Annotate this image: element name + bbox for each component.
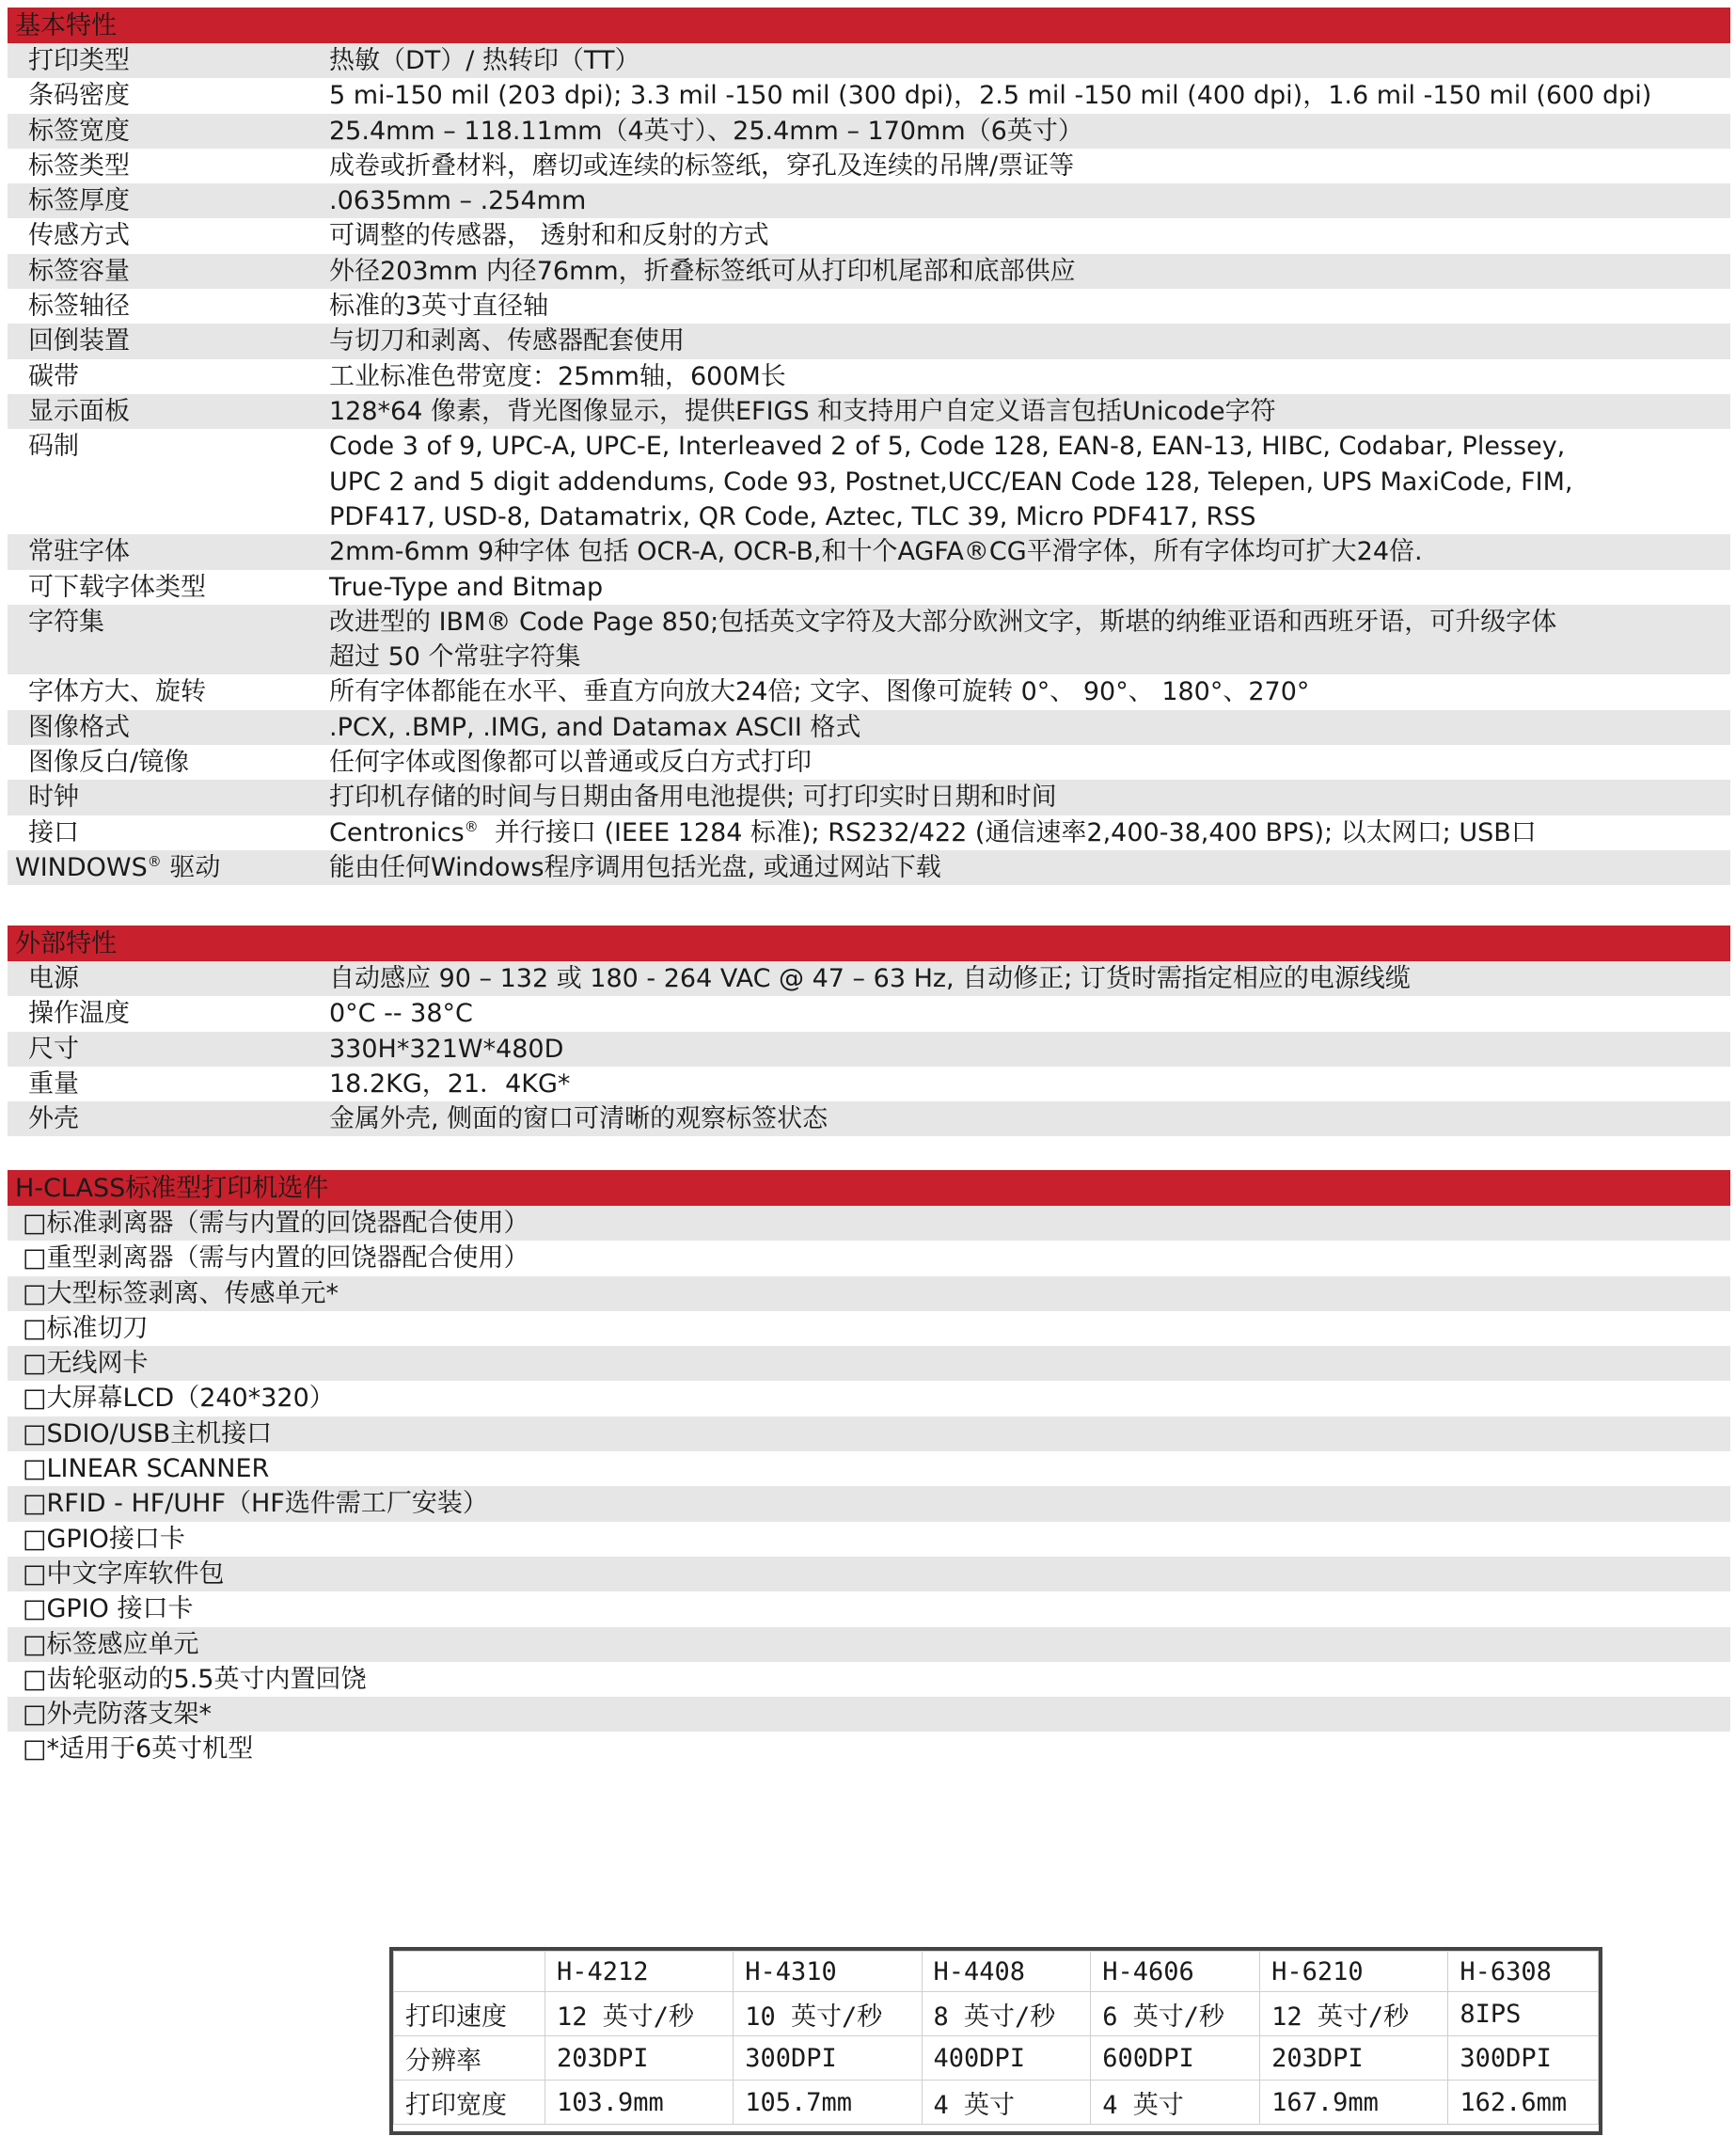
option-item: [8, 1591, 1730, 1626]
spec-row-label-capacity: [8, 254, 1730, 289]
option-item: [8, 1522, 1730, 1557]
table-cell: 203DPI: [1260, 2036, 1448, 2081]
option-item: [8, 1206, 1730, 1241]
spec-value-line: PDF417, USD-8, Datamatrix, QR Code, Aztec, TLC 39, Micro PDF417, RSS: [329, 501, 1256, 531]
option-label: □标签感应单元: [23, 1629, 199, 1659]
spec-value: 成卷或折叠材料，磨切或连续的标签纸，穿孔及连续的吊牌/票证等: [329, 150, 1075, 181]
model-name: H-6308: [1448, 1952, 1599, 1992]
spec-value: [329, 429, 1572, 534]
table-corner-cell: [394, 1952, 545, 1992]
spec-value: 金属外壳, 侧面的窗口可清晰的观察标签状态: [329, 1104, 829, 1134]
table-cell: 4 英寸: [922, 2081, 1091, 2125]
spec-value: 能由任何Windows程序调用包括光盘, 或通过网站下载: [329, 852, 941, 882]
spec-key: 可下载字体类型: [28, 572, 206, 602]
spec-key: 回倒装置: [28, 326, 130, 356]
spec-key: 码制: [28, 432, 79, 462]
spec-row-downloadable-fonts: [8, 570, 1730, 605]
table-cell: 203DPI: [545, 2036, 734, 2081]
table-cell: 10 英寸/秒: [734, 1992, 922, 2036]
spec-row-clock: [8, 780, 1730, 815]
spec-key: 打印类型: [28, 46, 130, 75]
basic-spec-header: 基本特性: [8, 8, 1730, 43]
spec-key-text: WINDOWS: [15, 852, 148, 882]
spec-row-graphics-format: [8, 710, 1730, 745]
option-label: □外壳防落支架*: [23, 1700, 213, 1730]
spec-row-temperature: [8, 996, 1730, 1031]
spec-value: 所有字体都能在水平、垂直方向放大24倍; 文字、图像可旋转 0°、 90°、 180°、270°: [329, 677, 1310, 707]
row-label: 分辨率: [394, 2036, 545, 2081]
spec-row-label-core: [8, 289, 1730, 324]
spec-row-reverse-mirror: [8, 745, 1730, 780]
spec-row-dimensions: [8, 1032, 1730, 1067]
spec-key: 传感方式: [28, 221, 130, 251]
table-cell: 103.9mm: [545, 2081, 734, 2125]
option-item: [8, 1627, 1730, 1662]
spec-row-barcode-density: [8, 78, 1730, 113]
spec-row-label-type: [8, 149, 1730, 183]
option-label: □标准切刀: [23, 1313, 149, 1343]
option-label: □LINEAR SCANNER: [23, 1454, 270, 1484]
spec-key: 显示面板: [28, 396, 130, 426]
option-label: □GPIO接口卡: [23, 1524, 185, 1554]
row-label: 打印速度: [394, 1992, 545, 2036]
spec-key: 字符集: [28, 607, 104, 637]
table-cell: 300DPI: [1448, 2036, 1599, 2081]
spec-key: 碳带: [28, 361, 79, 391]
spec-value-line: 改进型的 IBM® Code Page 850;包括英文字符及大部分欧洲文字，斯堪的纳维亚语和西班牙语，可升级字体: [329, 607, 1557, 637]
spec-value: .PCX, .BMP, .IMG, and Datamax ASCII 格式: [329, 712, 861, 742]
table-cell: 8IPS: [1448, 1992, 1599, 2036]
spec-value: 自动感应 90 – 132 或 180 - 264 VAC @ 47 – 63 Hz, 自动修正; 订货时需指定相应的电源线缆: [329, 964, 1411, 993]
spec-value: [329, 815, 1537, 850]
external-spec-rows: [8, 961, 1730, 1136]
spec-value-line: UPC 2 and 5 digit addendums, Code 93, Postnet,UCC/EAN Code 128, Telepen, UPS MaxiCode, FIM,: [329, 467, 1573, 497]
table-row-print-speed: [394, 1992, 1599, 2036]
option-item: [8, 1416, 1730, 1451]
option-item: [8, 1486, 1730, 1521]
spec-row-power: [8, 961, 1730, 996]
spec-row-symbologies: [8, 429, 1730, 534]
table-cell: 600DPI: [1091, 2036, 1260, 2081]
spec-row-interface: [8, 815, 1730, 850]
spec-key: 尺寸: [28, 1034, 79, 1064]
spec-row-windows-driver: [8, 850, 1730, 885]
spec-key: 电源: [28, 964, 79, 993]
spec-row-label-width: [8, 114, 1730, 149]
option-label: □无线网卡: [23, 1349, 149, 1379]
table-cell: 400DPI: [922, 2036, 1091, 2081]
spec-row-rewinder: [8, 324, 1730, 358]
spec-value-text: Centronics: [329, 817, 465, 847]
spec-value: 热敏（DT）/ 热转印（TT）: [329, 46, 640, 75]
spec-value: 任何字体或图像都可以普通或反白方式打印: [329, 748, 812, 778]
spec-value: 0°C -- 38°C: [329, 999, 473, 1029]
option-item: [8, 1697, 1730, 1732]
spec-value: 18.2KG，21．4KG*: [329, 1068, 571, 1099]
spec-row-resident-fonts: [8, 534, 1730, 569]
spec-row-housing: [8, 1101, 1730, 1136]
model-name: H-4408: [922, 1952, 1091, 1992]
model-name: H-4310: [734, 1952, 922, 1992]
option-label: □SDIO/USB主机接口: [23, 1418, 273, 1448]
spec-row-weight: [8, 1067, 1730, 1101]
option-item: [8, 1732, 1730, 1766]
table-row-resolution: [394, 2036, 1599, 2081]
spec-key: 条码密度: [28, 81, 130, 111]
model-comparison-table: [389, 1947, 1602, 2135]
table-cell: 12 英寸/秒: [545, 1992, 734, 2036]
option-item: [8, 1311, 1730, 1346]
spec-key: 标签轴径: [28, 292, 130, 322]
option-item: [8, 1557, 1730, 1591]
options-header: H-CLASS标准型打印机选件: [8, 1170, 1730, 1206]
spec-value: 外径203mm 内径76mm，折叠标签纸可从打印机尾部和底部供应: [329, 256, 1076, 286]
table-cell: 105.7mm: [734, 2081, 922, 2125]
option-label: □GPIO 接口卡: [23, 1594, 194, 1624]
table-row-print-width: [394, 2081, 1599, 2125]
spec-key: 重量: [28, 1068, 79, 1099]
spec-key: 图像格式: [28, 712, 130, 742]
spec-row-font-scaling: [8, 674, 1730, 709]
spec-value: [329, 605, 1556, 675]
spec-row-charset: [8, 605, 1730, 675]
spec-key: 标签厚度: [28, 186, 130, 216]
spec-value-text: 并行接口 (IEEE 1284 标准); RS232/422 (通信速率2,400-38,400 BPS); 以太网口; USB口: [478, 817, 1537, 847]
external-spec-header: 外部特性: [8, 926, 1730, 961]
option-item: [8, 1276, 1730, 1311]
spec-value: 打印机存储的时间与日期由备用电池提供; 可打印实时日期和时间: [329, 783, 1057, 813]
spec-value: 工业标准色带宽度：25mm轴，600M长: [329, 361, 786, 391]
spec-key: 字体方大、旋转: [28, 677, 206, 707]
spec-value: 与切刀和剥离、传感器配套使用: [329, 326, 685, 356]
table-cell: 6 英寸/秒: [1091, 1992, 1260, 2036]
option-label: □标准剥离器（需与内置的回饶器配合使用）: [23, 1209, 529, 1238]
spec-value: 2mm-6mm 9种字体 包括 OCR-A, OCR-B,和十个AGFA®CG平滑字体，所有字体均可扩大24倍.: [329, 537, 1423, 567]
spec-key: 标签类型: [28, 150, 130, 181]
basic-spec-rows: [8, 43, 1730, 885]
option-label: □*适用于6英寸机型: [23, 1734, 254, 1764]
options-list: [8, 1206, 1730, 1767]
spec-row-ribbon: [8, 359, 1730, 394]
spec-key: [15, 850, 220, 885]
spec-value: 128*64 像素，背光图像显示，提供EFIGS 和支持用户自定义语言包括Unicode字符: [329, 396, 1276, 426]
model-header-row: [394, 1952, 1599, 1992]
spec-value: 330H*321W*480D: [329, 1034, 564, 1064]
option-item: [8, 1451, 1730, 1486]
spec-key: 接口: [28, 817, 79, 847]
options-section: [8, 1170, 1730, 1767]
table-cell: 8 英寸/秒: [922, 1992, 1091, 2036]
spec-value-line: Code 3 of 9, UPC-A, UPC-E, Interleaved 2 of 5, Code 128, EAN-8, EAN-13, HIBC, Codabar, Plessey,: [329, 432, 1566, 462]
spec-key: 操作温度: [28, 999, 130, 1029]
spec-row-display: [8, 394, 1730, 429]
spec-value: 5 mi-150 mil (203 dpi); 3.3 mil -150 mil (300 dpi)，2.5 mil -150 mil (400 dpi)，1.6 mil -150 mil (600 dpi): [329, 81, 1652, 111]
model-name: H-6210: [1260, 1952, 1448, 1992]
model-name: H-4606: [1091, 1952, 1260, 1992]
option-label: □齿轮驱动的5.5英寸内置回饶: [23, 1664, 367, 1694]
spec-row-label-thickness: [8, 183, 1730, 218]
option-item: [8, 1241, 1730, 1275]
option-label: □RFID - HF/UHF（HF选件需工厂安装）: [23, 1489, 488, 1519]
registered-mark: ®: [464, 817, 479, 835]
option-item: [8, 1381, 1730, 1416]
model-name: H-4212: [545, 1952, 734, 1992]
table-cell: 162.6mm: [1448, 2081, 1599, 2125]
option-item: [8, 1346, 1730, 1381]
option-label: □重型剥离器（需与内置的回饶器配合使用）: [23, 1243, 529, 1274]
table-cell: 4 英寸: [1091, 2081, 1260, 2125]
spec-value: 25.4mm – 118.11mm（4英寸）、25.4mm – 170mm（6英寸）: [329, 116, 1083, 146]
option-label: □大型标签剥离、传感单元*: [23, 1278, 339, 1308]
spec-value: .0635mm – .254mm: [329, 186, 587, 216]
spec-value: 标准的3英寸直径轴: [329, 292, 549, 322]
external-spec-section: [8, 926, 1730, 1136]
table-cell: 167.9mm: [1260, 2081, 1448, 2125]
table-cell: 300DPI: [734, 2036, 922, 2081]
spec-row-sensing: [8, 218, 1730, 253]
basic-spec-section: [8, 8, 1730, 885]
spec-key: 图像反白/镜像: [28, 748, 190, 778]
spec-key: 常驻字体: [28, 537, 130, 567]
spec-key: 标签宽度: [28, 116, 130, 146]
option-label: □大屏幕LCD（240*320）: [23, 1384, 335, 1414]
table-cell: 12 英寸/秒: [1260, 1992, 1448, 2036]
registered-mark: ®: [147, 852, 162, 870]
spec-row-print-type: [8, 43, 1730, 78]
spec-key: 时钟: [28, 783, 79, 813]
spec-key-text: 驱动: [161, 852, 221, 882]
spec-value-line: 超过 50 个常驻字符集: [329, 642, 581, 672]
spec-value: 可调整的传感器， 透射和和反射的方式: [329, 221, 769, 251]
spec-value: True-Type and Bitmap: [329, 572, 604, 602]
spec-key: 标签容量: [28, 256, 130, 286]
option-label: □中文字库软件包: [23, 1559, 225, 1589]
row-label: 打印宽度: [394, 2081, 545, 2125]
spec-key: 外壳: [28, 1104, 79, 1134]
option-item: [8, 1662, 1730, 1697]
